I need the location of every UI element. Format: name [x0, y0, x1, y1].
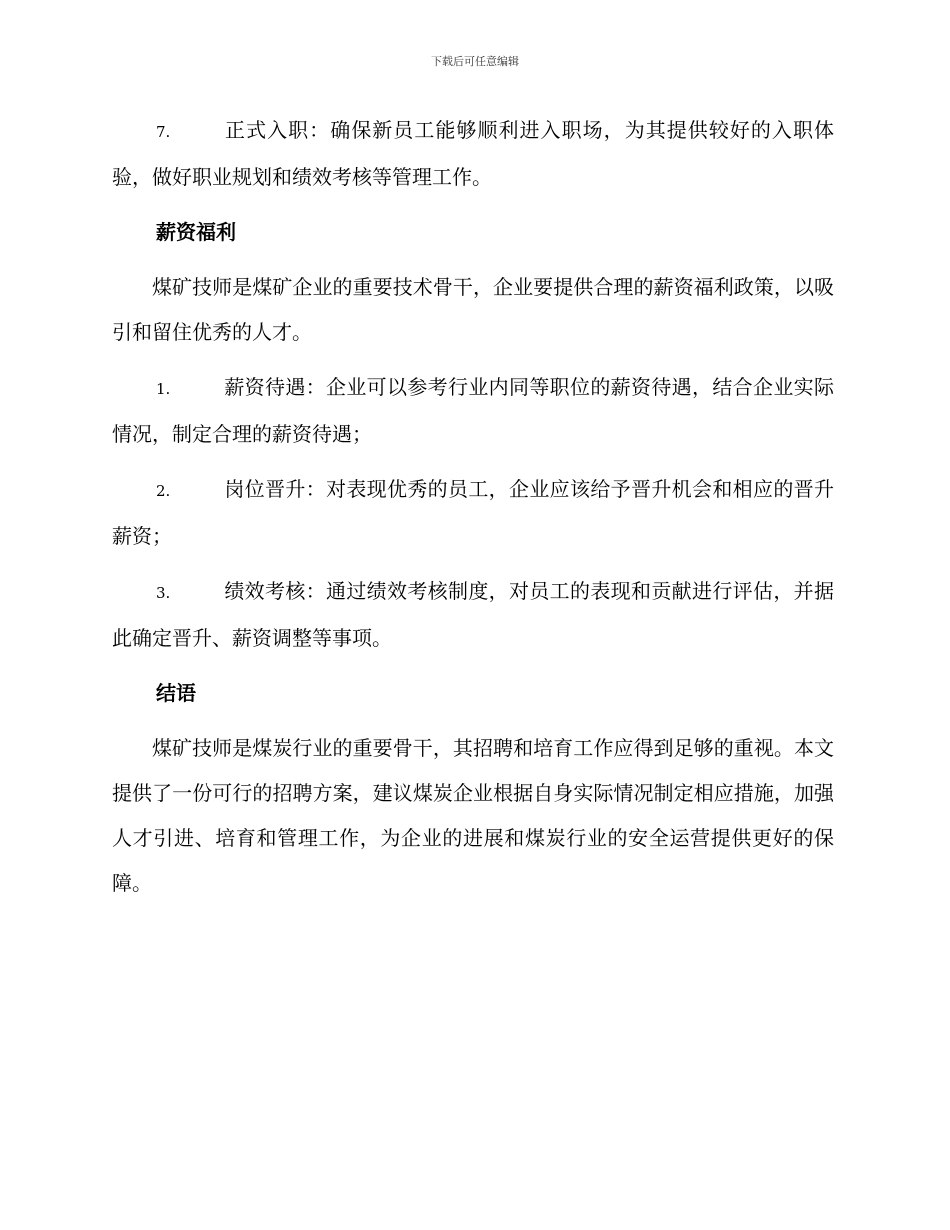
- section-heading-salary: 薪资福利: [156, 220, 236, 244]
- section-heading-conclusion: 结语: [156, 681, 196, 705]
- list-item-text: 薪资待遇：企业可以参考行业内同等职位的薪资待遇，结合企业实际情况，制定合理的薪资待遇；: [112, 375, 834, 446]
- header-note: 下载后可任意编辑: [431, 55, 519, 68]
- document-body: [112, 108, 834, 916]
- list-item-number: 3.: [156, 584, 171, 602]
- list-item-onboarding: [112, 108, 834, 200]
- list-item-salary-2: [112, 467, 834, 559]
- list-item-text: 正式入职：确保新员工能够顺利进入职场，为其提供较好的入职体验，做好职业规划和绩效考核等管理工作。: [112, 118, 834, 189]
- list-item-text: 岗位晋升：对表现优秀的员工，企业应该给予晋升机会和相应的晋升薪资；: [112, 477, 834, 548]
- list-item-salary-3: [112, 569, 834, 661]
- salary-intro-paragraph: 煤矿技师是煤矿企业的重要技术骨干，企业要提供合理的薪资福利政策，以吸引和留住优秀的人才。: [112, 275, 834, 344]
- conclusion-paragraph: 煤矿技师是煤炭行业的重要骨干，其招聘和培育工作应得到足够的重视。本文提供了一份可行的招聘方案，建议煤炭企业根据自身实际情况制定相应措施，加强人才引进、培育和管理工作，为企业的进展和煤炭行业的安全运营提供更好的保障。: [112, 736, 834, 895]
- list-item-number: 7.: [156, 123, 171, 141]
- list-item-text: 绩效考核：通过绩效考核制度，对员工的表现和贡献进行评估，并据此确定晋升、薪资调整等事项。: [112, 579, 834, 650]
- list-item-number: 2.: [156, 482, 171, 500]
- list-item-number: 1.: [156, 380, 171, 398]
- list-item-salary-1: [112, 365, 834, 457]
